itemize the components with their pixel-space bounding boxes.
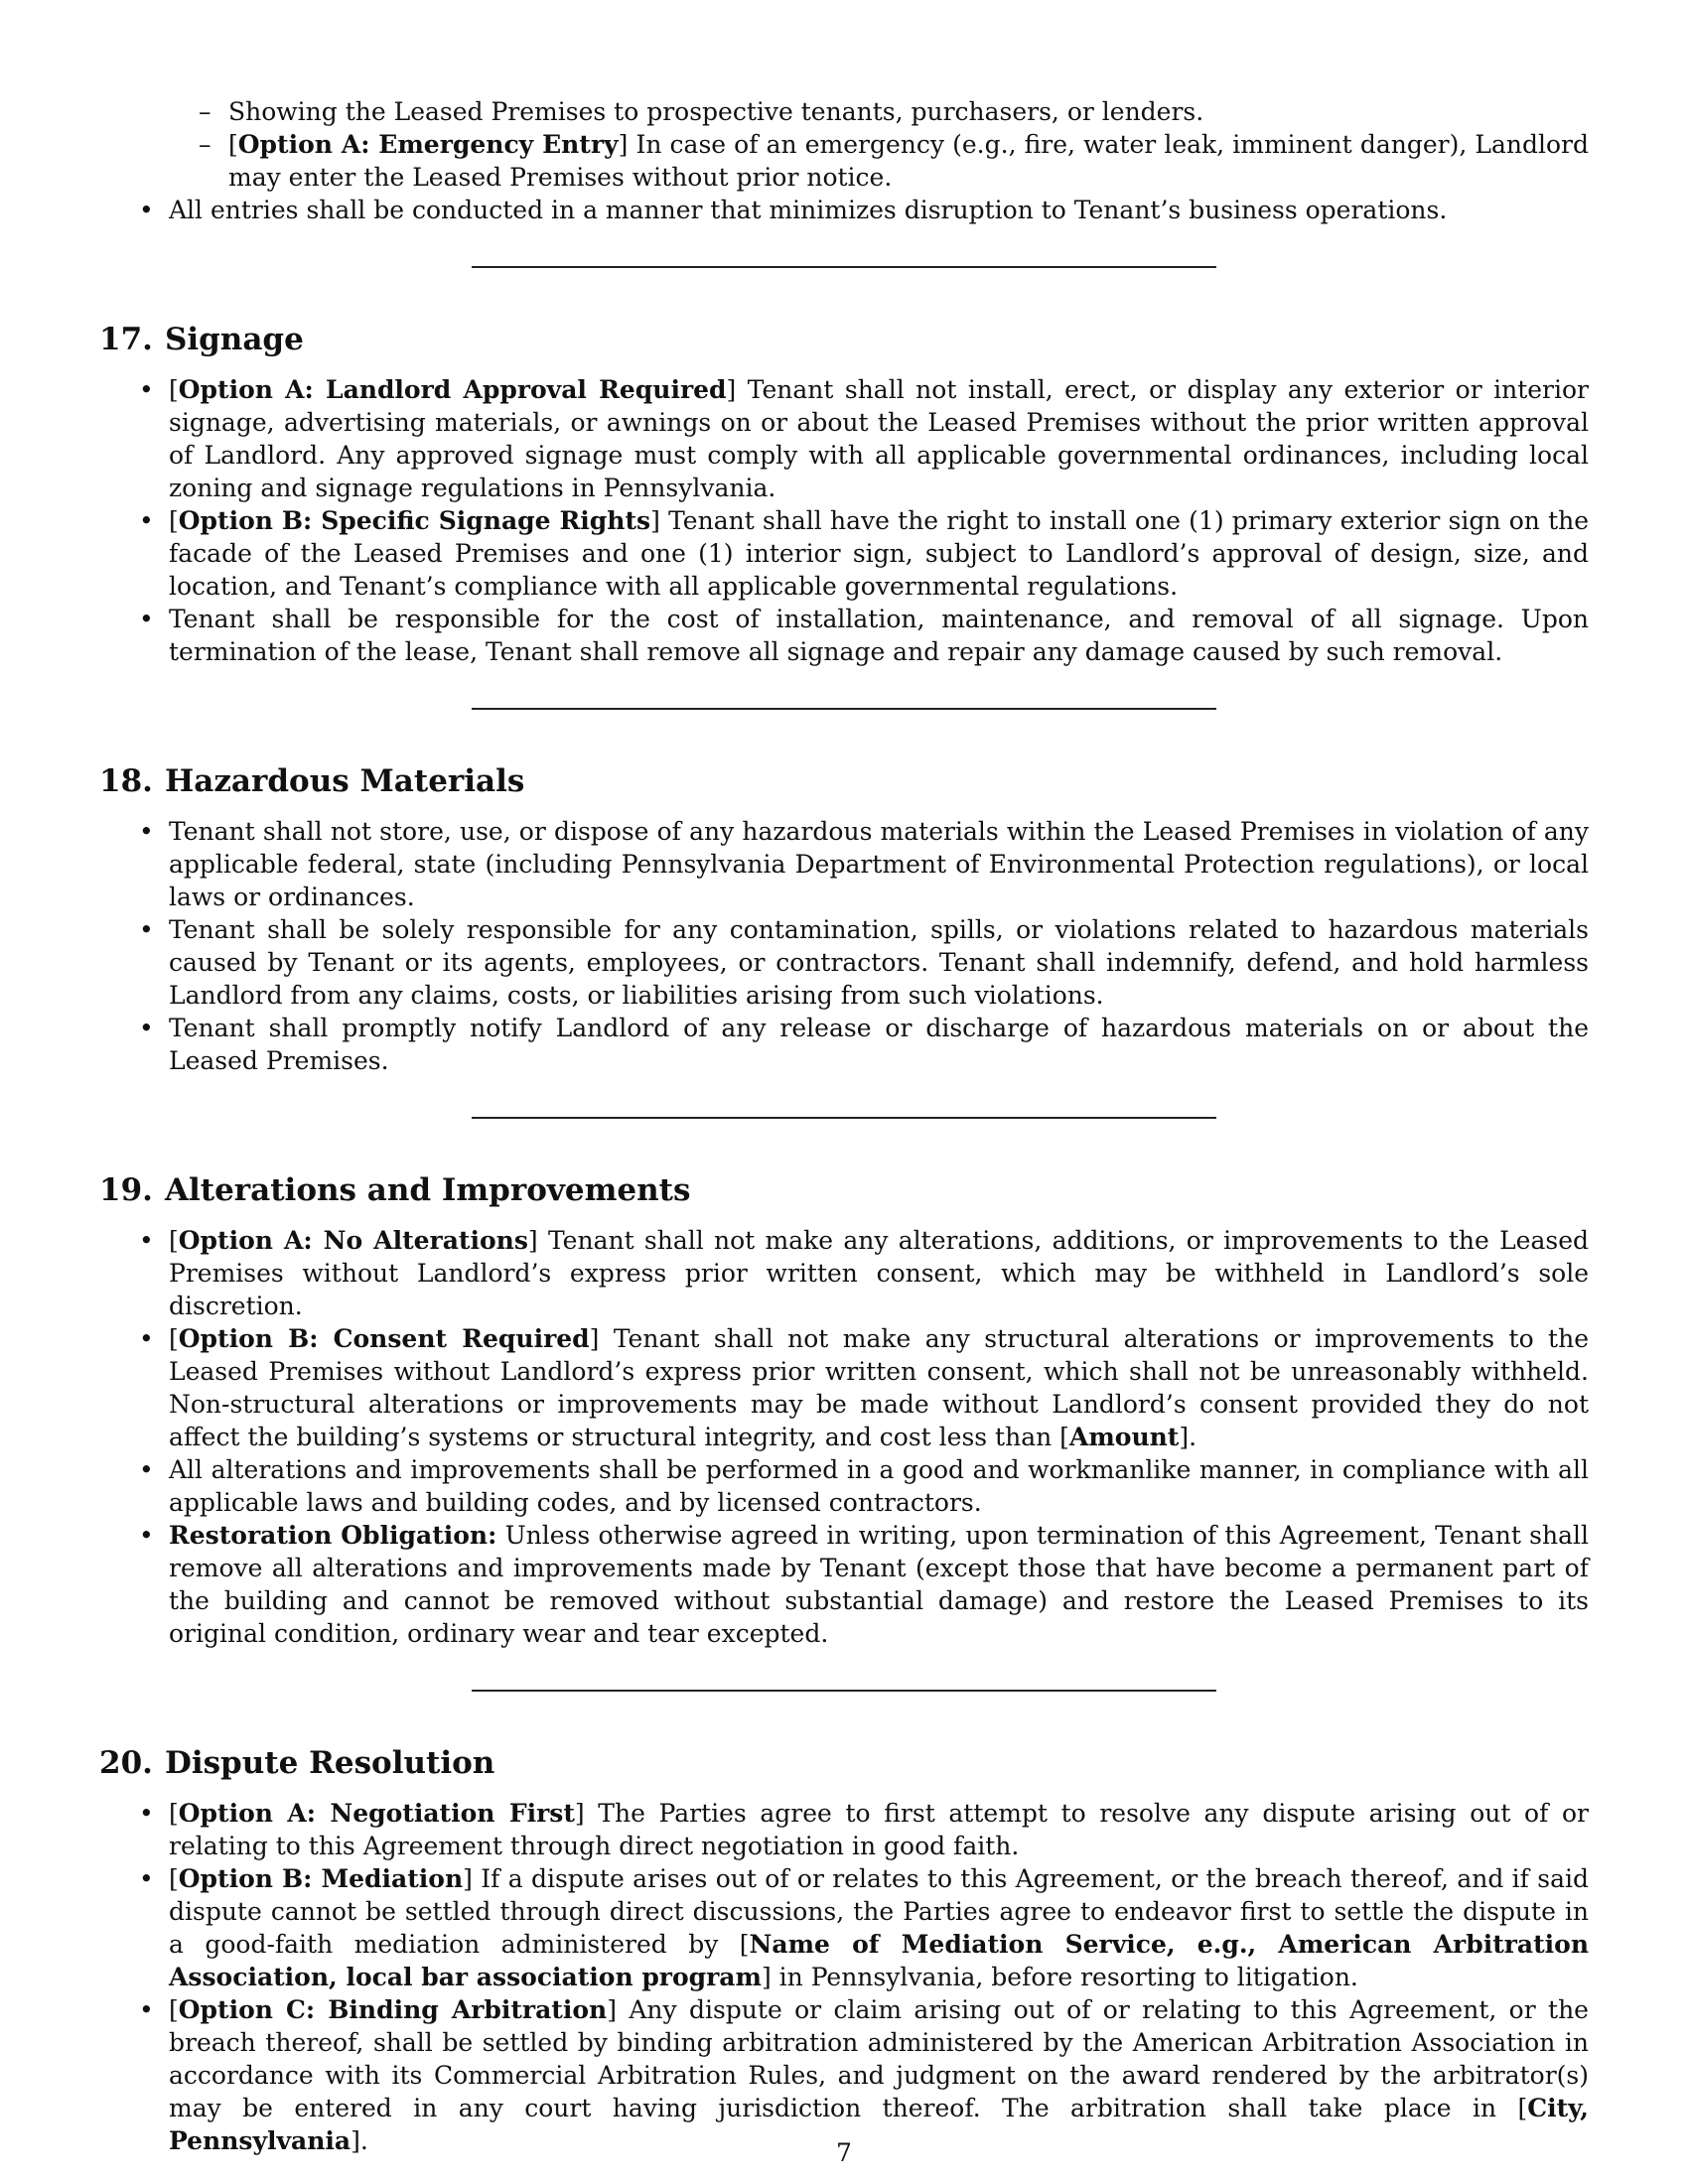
list-item xyxy=(99,95,1589,128)
list-item: • [Option A: No Alterations] Tenant shall not make any alterations, additions, or improvements to the Leased Premises without Landlord’s express prior written consent, which may be withheld in Landlord’s sole discretion. xyxy=(99,1224,1589,1322)
list-item: • [Option A: Landlord Approval Required] Tenant shall not install, erect, or display any exterior or interior signage, advertising materials, or awnings on or about the Leased Premises without the prior written approval of Landlord. Any approved signage must comply with all applicable governmental ordinances, including local zoning and signage regulations in Pennsylvania. xyxy=(99,373,1589,504)
section-divider xyxy=(472,266,1216,268)
item-text: Tenant shall not store, use, or dispose of any hazardous materials within the Leased Premises in violation of any applicable federal, state (including Pennsylvania Department of Environmental Protection regulations), or local laws or ordinances. xyxy=(169,817,1589,911)
list-item: • [Option B: Consent Required] Tenant shall not make any structural alterations or improvements to the Leased Premises without Landlord’s express prior written consent, which shall not be unreasonably withheld. Non-structural alterations or improvements may be made without Landlord’s consent provided they do not affect the building’s systems or structural integrity, and cost less than [Amount]. xyxy=(99,1322,1589,1453)
entry-sublist xyxy=(99,95,1589,194)
option-label: Option B: Specific Signage Rights xyxy=(178,506,651,535)
item-text: Any dispute or claim arising out of or relating to this Agreement, or the breach thereof, shall be settled by binding arbitration administered by the American Arbitration Association in accordance with its Commercial Arbitration Rules, and judgment on the award rendered by the arbitrator(s) may be entered in any court having jurisdiction thereof. The arbitration shall take place in xyxy=(169,1995,1589,2122)
option-label: Option A: Negotiation First xyxy=(178,1799,575,1828)
section-number: 20. xyxy=(99,1745,153,1781)
blank-placeholder: City, Pennsylvania xyxy=(169,2094,1589,2155)
section-number: 19. xyxy=(99,1172,153,1208)
entry-list xyxy=(99,194,1589,226)
page-number: 7 xyxy=(836,2138,852,2167)
signage-list xyxy=(99,373,1589,668)
list-item xyxy=(99,1519,1589,1650)
list-item: • [Option C: Binding Arbitration] Any dispute or claim arising out of or relating to this Agreement, or the breach thereof, shall be settled by binding arbitration administered by the American Arbitration Association in accordance with its Commercial Arbitration Rules, and judgment on the award rendered by the arbitrator(s) may be entered in any court having jurisdiction thereof. The arbitration shall take place in [City, Pennsylvania]. xyxy=(99,1993,1589,2157)
list-item: • [Option A: Negotiation First] The Parties agree to first attempt to resolve any dispute arising out of or relating to this Agreement through direct negotiation in good faith. xyxy=(99,1797,1589,1862)
item-text: All alterations and improvements shall be performed in a good and workmanlike manner, in compliance with all applicable laws and building codes, and by licensed contractors. xyxy=(169,1455,1589,1517)
list-item: • [Option B: Mediation] If a dispute arises out of or relates to this Agreement, or the breach thereof, and if said dispute cannot be settled through direct discussions, the Parties agree to endeavor first to settle the dispute in a good-faith mediation administered by [Name of Mediation Service, e.g., American Arbitration Association, local bar association program] in Pennsylvania, before resorting to litigation. xyxy=(99,1862,1589,1993)
section-heading-dispute-resolution xyxy=(99,1743,1589,1783)
option-label: Option A: Emergency Entry xyxy=(237,130,619,159)
item-text: Tenant shall be solely responsible for any contamination, spills, or violations related to hazardous materials caused by Tenant or its agents, employees, or contractors. Tenant shall indemnify, defend, and hold harmless Landlord from any claims, costs, or liabilities arising from such violations. xyxy=(169,915,1589,1010)
section-heading-signage xyxy=(99,320,1589,359)
blank-placeholder: Amount xyxy=(1068,1423,1180,1451)
dispute-list xyxy=(99,1797,1589,2157)
item-text: Tenant shall have the right to install one (1) primary exterior sign on the facade of the Leased Premises and one (1) interior sign, subject to Landlord’s approval of design, size, and location, and Tenant’s compliance with all applicable governmental regulations. xyxy=(169,506,1590,601)
option-label: Option B: Mediation xyxy=(178,1864,464,1893)
item-text: Showing the Leased Premises to prospective tenants, purchasers, or lenders. xyxy=(228,97,1204,126)
section-number: 18. xyxy=(99,763,153,799)
section-heading-alterations xyxy=(99,1170,1589,1210)
section-title: Alterations and Improvements xyxy=(164,1172,691,1208)
section-number: 17. xyxy=(99,322,153,357)
item-text: Tenant shall not make any structural alterations or improvements to the Leased Premises without Landlord’s express prior written consent, which shall not be unreasonably withheld. Non-structural alterations or improvements may be made without Landlord’s consent provided they do not affect the building’s systems or structural integrity, and cost less than xyxy=(169,1324,1589,1451)
list-item xyxy=(99,1453,1589,1519)
hazardous-list xyxy=(99,815,1589,1077)
option-label: Option A: Landlord Approval Required xyxy=(178,375,727,404)
option-label: Option C: Binding Arbitration xyxy=(178,1995,608,2024)
option-label: Option B: Consent Required xyxy=(178,1324,590,1353)
blank-placeholder: Name of Mediation Service, e.g., American Arbitration Association, local bar association program xyxy=(169,1930,1590,1991)
option-label: Option A: No Alterations xyxy=(178,1226,528,1255)
section-title: Dispute Resolution xyxy=(164,1745,495,1781)
item-text: Tenant shall not install, erect, or display any exterior or interior signage, advertising materials, or awnings on or about the Leased Premises without the prior written approval of Landlord. Any approved signage must comply with all applicable governmental ordinances, including local zoning and signage regulations in Pennsylvania. xyxy=(169,375,1589,502)
list-item xyxy=(99,913,1589,1012)
list-item xyxy=(99,603,1589,668)
list-item xyxy=(99,815,1589,913)
item-text-end: . xyxy=(1189,1423,1197,1451)
section-title: Hazardous Materials xyxy=(164,763,525,799)
item-text: Tenant shall be responsible for the cost of installation, maintenance, and removal of all signage. Upon termination of the lease, Tenant shall remove all signage and repair any damage caused by such removal. xyxy=(169,605,1589,666)
section-heading-hazardous-materials xyxy=(99,761,1589,801)
item-text: If a dispute arises out of or relates to this Agreement, or the breach thereof, and if said dispute cannot be settled through direct discussions, the Parties agree to endeavor first to settle the dispute in a good-faith mediation administered by xyxy=(169,1864,1590,1959)
section-divider xyxy=(472,708,1216,710)
list-item: – [Option A: Emergency Entry] In case of an emergency (e.g., fire, water leak, imminent danger), Landlord may enter the Leased Premises without prior notice. xyxy=(99,128,1589,194)
item-text: The Parties agree to first attempt to resolve any dispute arising out of or relating to this Agreement through direct negotiation in good faith. xyxy=(169,1799,1590,1860)
item-text-end: . xyxy=(359,2126,368,2155)
item-lead: Restoration Obligation: xyxy=(169,1521,497,1550)
list-item: • [Option B: Specific Signage Rights] Tenant shall have the right to install one (1) primary exterior sign on the facade of the Leased Premises and one (1) interior sign, subject to Landlord’s approval of design, size, and location, and Tenant’s compliance with all applicable governmental regulations. xyxy=(99,504,1589,603)
section-title: Signage xyxy=(164,322,304,357)
list-item xyxy=(99,194,1589,226)
section-divider xyxy=(472,1117,1216,1119)
item-text: All entries shall be conducted in a manner that minimizes disruption to Tenant’s business operations. xyxy=(169,196,1448,224)
list-item xyxy=(99,1012,1589,1077)
item-text: Tenant shall not make any alterations, additions, or improvements to the Leased Premises without Landlord’s express prior written consent, which may be withheld in Landlord’s sole discretion. xyxy=(169,1226,1589,1320)
alterations-list xyxy=(99,1224,1589,1650)
item-text: Unless otherwise agreed in writing, upon termination of this Agreement, Tenant shall remove all alterations and improvements made by Tenant (except those that have become a permanent part of the building and cannot be removed without substantial damage) and restore the Leased Premises to its original condition, ordinary wear and tear excepted. xyxy=(169,1521,1589,1648)
page-content xyxy=(99,95,1589,2157)
section-divider xyxy=(472,1690,1216,1692)
item-text-end: in Pennsylvania, before resorting to litigation. xyxy=(778,1963,1358,1991)
item-text: Tenant shall promptly notify Landlord of any release or discharge of hazardous materials on or about the Leased Premises. xyxy=(169,1014,1589,1075)
item-text: In case of an emergency (e.g., fire, water leak, imminent danger), Landlord may enter the Leased Premises without prior notice. xyxy=(228,130,1590,192)
